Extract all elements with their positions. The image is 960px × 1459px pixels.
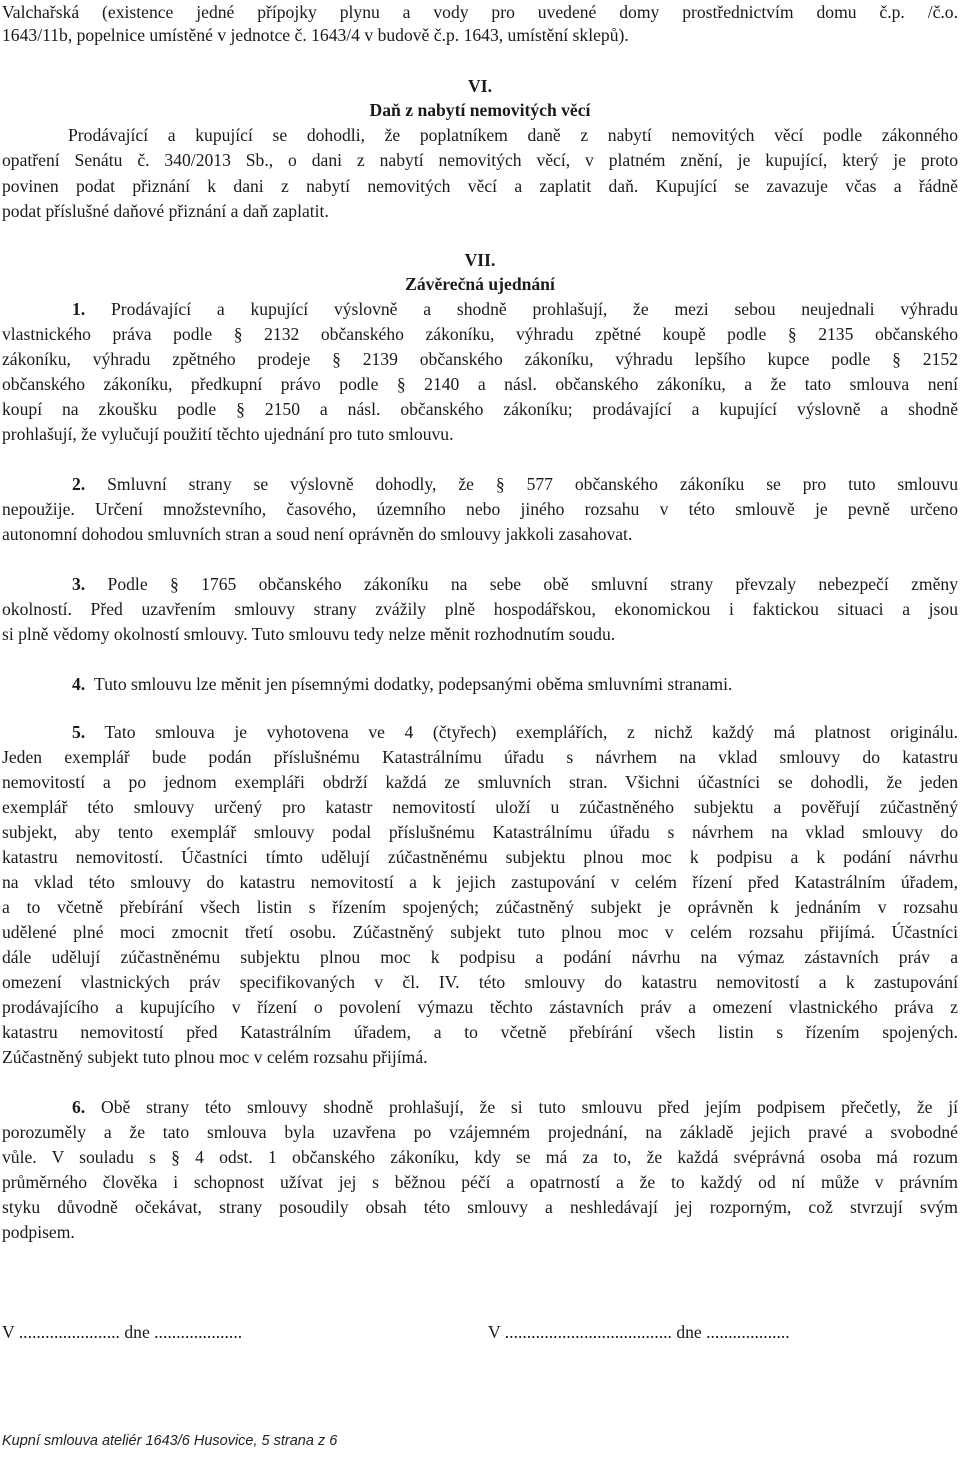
paragraph-line: vlastnického práva podle § 2132 občanského zákoníku, výhradu zpětné koupě podle § 2135 občanského	[2, 324, 958, 344]
paragraph-line: a to včetně přebírání všech listin s řízením spojených; zúčastněný subjekt je oprávněn k jednáním v rozsahu	[2, 897, 958, 917]
paragraph-line: omezení vlastnických práv specifikovaných v čl. IV. této smlouvy do katastru nemovitostí a k zastupování	[2, 972, 958, 992]
paragraph-line: zákoníku, výhradu zpětného prodeje § 2139 občanského zákoníku, výhradu lepšího kupce podle § 2152	[2, 349, 958, 369]
section-title: Daň z nabytí nemovitých věcí	[369, 100, 591, 120]
section-number: VI.	[468, 76, 492, 96]
page-footer: Kupní smlouva ateliér 1643/6 Husovice, 5 strana z 6	[2, 1433, 338, 1449]
paragraph-number: 3.	[72, 574, 86, 594]
paragraph-line: povinen podat přiznání k dani z nabytí nemovitých věcí a zaplatit daň. Kupující se zavazuje včas a řádně	[2, 176, 958, 196]
paragraph-number: 5.	[72, 722, 86, 742]
paragraph-first-line: 4. Tuto smlouvu lze měnit jen písemnými dodatky, podepsanými oběma smluvními stranami.	[72, 674, 733, 694]
paragraph-line: styku důvodně očekávat, strany posoudily obsah této smlouvy a neshledávají jej rozporným, což stvrzují svým	[2, 1197, 958, 1217]
paragraph-line: si plně vědomy okolností smlouvy. Tuto smlouvu tedy nelze měnit rozhodnutím soudu.	[2, 624, 616, 644]
paragraph-line: prohlašují, že vylučují použití těchto ujednání pro tuto smlouvu.	[2, 424, 454, 444]
paragraph-line: Zúčastněný subjekt tuto plnou moc v celém rozsahu přijímá.	[2, 1047, 428, 1067]
paragraph-line: exemplář této smlouvy určený pro katastr nemovitostí uloží u zúčastněného subjektu a pověřují zúčastněný	[2, 797, 958, 817]
paragraph-line: průměrného člověka i schopnost užívat jej s běžnou péčí a opatrností a že to každý od ní může v právním	[2, 1172, 958, 1192]
intro-line: 1643/11b, popelnice umístěné v jednotce č. 1643/4 v budově č.p. 1643, umístění sklepů).	[2, 25, 629, 45]
paragraph-first-line: 3. Podle § 1765 občanského zákoníku na sebe obě smluvní strany převzaly nebezpečí změny	[72, 574, 958, 594]
paragraph-number: 4.	[72, 674, 86, 694]
paragraph-line: dále udělují zúčastněnému subjektu plnou moc k podpisu a podání návrhu na výmaz zástavních práv a	[2, 947, 958, 967]
paragraph-line: porozuměly a že tato smlouva byla uzavřena po vzájemném projednání, na základě jejich pravé a svobodné	[2, 1122, 958, 1142]
paragraph-line: nemovitostí a po jednom exempláři obdrží každá ze smluvních stran. Všichni účastníci se dohodli, že jeden	[2, 772, 958, 792]
signature-place-date-left: V ....................... dne ....................	[2, 1322, 243, 1342]
paragraph-line: podpisem.	[2, 1222, 75, 1242]
intro-line: Valchařská (existence jedné přípojky plynu a vody pro uvedené domy prostřednictvím domu č.p. /č.o.	[2, 2, 958, 22]
paragraph-line: katastru nemovitostí. Účastníci tímto udělují zúčastněnému subjektu plnou moc k podpisu a k podání návrhu	[2, 847, 958, 867]
paragraph-first-line: 5. Tato smlouva je vyhotovena ve 4 (čtyřech) exemplářích, z nichž každý má platnost originálu.	[72, 722, 958, 742]
paragraph-line: prodávajícího a kupujícího v řízení o povolení výmazu těchto zástavních práv a omezení vlastnického práva z	[2, 997, 958, 1017]
paragraph-first-line: 1. Prodávající a kupující výslovně a shodně prohlašují, že mezi sebou neujednali výhradu	[72, 299, 958, 319]
paragraph-number: 1.	[72, 299, 86, 319]
paragraph-line: autonomní dohodou smluvních stran a soud není oprávněn do smlouvy jakkoli zasahovat.	[2, 524, 633, 544]
paragraph-line: Prodávající a kupující se dohodli, že poplatníkem daně z nabytí nemovitých věcí podle zákonného	[68, 125, 958, 145]
signature-place-date-right: V ...................................... dne ...................	[488, 1322, 790, 1342]
section-title: Závěrečná ujednání	[405, 274, 555, 294]
section-number: VII.	[464, 250, 496, 270]
paragraph-line: katastru nemovitostí před Katastrálním úřadem, a to včetně přebírání všech listin s řízením spojených.	[2, 1022, 958, 1042]
paragraph-number: 6.	[72, 1097, 86, 1117]
paragraph-first-line: 2. Smluvní strany se výslovně dohodly, že § 577 občanského zákoníku se pro tuto smlouvu	[72, 474, 958, 494]
paragraph-line: subjekt, aby tento exemplář smlouvy podal příslušnému Katastrálnímu úřadu s návrhem na vklad smlouvy do	[2, 822, 958, 842]
paragraph-line: udělené plné moci zmocnit třetí osobu. Zúčastněný subjekt tuto plnou moc v celém rozsahu přijímá. Účastníci	[2, 922, 958, 942]
paragraph-line: občanského zákoníku, předkupní právo podle § 2140 a násl. občanského zákoníku, a že tato smlouva není	[2, 374, 958, 394]
paragraph-line: vůle. V souladu s § 4 odst. 1 občanského zákoníku, kdy se má za to, že každá svéprávná osoba má rozum	[2, 1147, 958, 1167]
paragraph-number: 2.	[72, 474, 86, 494]
paragraph-line: podat příslušné daňové přiznání a daň zaplatit.	[2, 201, 329, 221]
paragraph-first-line: 6. Obě strany této smlouvy shodně prohlašují, že si tuto smlouvu před jejím podpisem přečetly, že jí	[72, 1097, 958, 1117]
paragraph-line: opatření Senátu č. 340/2013 Sb., o dani z nabytí nemovitých věcí, v platném znění, je kupující, který je proto	[2, 150, 958, 170]
paragraph-line: na vklad této smlouvy do katastru nemovitostí a k jejich zastupování v celém řízení před Katastrálním úřadem,	[2, 872, 958, 892]
paragraph-line: Jeden exemplář bude podán příslušnému Katastrálnímu úřadu s návrhem na vklad smlouvy do katastru	[2, 747, 958, 767]
paragraph-line: koupí na zkoušku podle § 2150 a násl. občanského zákoníku; prodávající a kupující výslovně a shodně	[2, 399, 958, 419]
paragraph-line: okolností. Před uzavřením smlouvy strany zvážily plně hospodářskou, ekonomickou i faktickou situaci a jsou	[2, 599, 958, 619]
paragraph-line: nepoužije. Určení množstevního, časového, územního nebo jiného rozsahu v této smlouvě je pevně určeno	[2, 499, 958, 519]
